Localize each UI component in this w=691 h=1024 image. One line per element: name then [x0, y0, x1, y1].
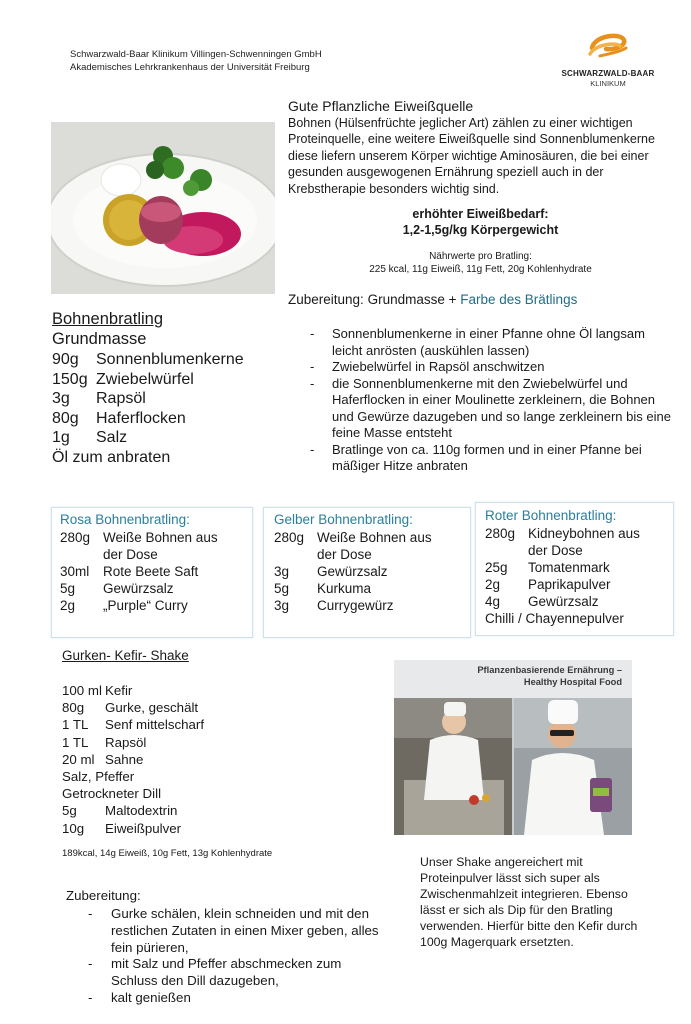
list-item: 5g Gewürzsalz [60, 581, 174, 596]
list-item: 3g Rapsöl [52, 390, 146, 408]
list-item: - Gurke schälen, klein schneiden und mit den restlichen Zutaten in einen Mixer geben, alles fein pürieren, [88, 906, 388, 956]
list-item: 5g Maltodextrin [62, 803, 178, 819]
list-item: 3g Currygewürz [274, 598, 394, 613]
list-item: der Dose [317, 547, 372, 562]
protein-need-label: erhöhter Eiweißbedarf: [412, 207, 549, 221]
variant-title: Roter Bohnenbratling: [485, 508, 617, 523]
list-item: 1 TL Senf mittelscharf [62, 717, 205, 733]
shake-note: Unser Shake angereichert mit Proteinpulver lässt sich super als Zwischenmahlzeit integrieren. Ebenso lässt er sich als Dip für den Bratling verwenden. Hierfür bitte den Kefir durch 100g Magerquark ersetzten. [420, 855, 638, 949]
list-item: - Zwiebelwürfel in Rapsöl anschwitzen [310, 359, 675, 376]
prep-steps [310, 326, 675, 475]
header-org [70, 48, 322, 74]
list-item: Chilli / Chayennepulver [485, 611, 624, 626]
list-item: 90g Sonnenblumenkerne [52, 351, 244, 368]
list-item: 3g Gewürzsalz [274, 564, 388, 579]
shake-nutrition: 189kcal, 14g Eiweiß, 10g Fett, 13g Kohlenhydrate [62, 848, 273, 859]
variant-box-rosa [51, 507, 253, 638]
prep-label: Zubereitung: [288, 292, 364, 307]
shake-prep-title: Zubereitung: [66, 888, 141, 903]
intro-title: Gute Pflanzliche Eiweißquelle [288, 98, 474, 114]
protein-need [288, 206, 673, 238]
list-item: Getrockneter Dill [62, 786, 162, 802]
list-item: 280g Kidneybohnen aus [485, 526, 640, 541]
intro-text: Bohnen (Hülsenfrüchte jeglicher Art) zählen zu einer wichtigen Proteinquelle, eine weitere Eiweißquelle sind Sonnenblumenkerne diese liefern unserem Körper wichtige Aminosäuren, die bei einer gesunden ausgewogenen Ernährung speziell auch in der Krebstherapie besonders wichtig sind. [288, 115, 655, 196]
prep-part2: Farbe des Brätlings [460, 292, 578, 307]
recipe-subtitle: Grundmasse [52, 330, 147, 348]
shake-ingredients [62, 682, 204, 837]
logo-swirl-icon [586, 30, 630, 60]
logo-subtitle: KLINIKUM [590, 79, 626, 88]
variant-box-gelb [263, 507, 471, 638]
shake-title: Gurken- Kefir- Shake [62, 648, 189, 663]
list-item: 280g Weiße Bohnen aus [274, 530, 432, 545]
variant-title: Rosa Bohnenbratling: [60, 512, 190, 527]
recipe-title: Bohnenbratling [52, 310, 164, 328]
food-photo [51, 122, 275, 294]
base-ingredients [52, 350, 244, 468]
clinic-logo [558, 30, 658, 89]
list-item: der Dose [103, 547, 158, 562]
list-item: - die Sonnenblumenkerne mit den Zwiebelwürfel und Haferflocken in einer Moulinette zerkleinern, die Bohnen und Gewürze dazugeben und so lange zerkleinern bis eine feine Masse entsteht [310, 376, 675, 442]
prep-part1: Grundmasse + [367, 292, 457, 307]
prep-heading [288, 292, 577, 307]
list-item: 100 ml Kefir [62, 683, 133, 698]
list-item: Öl zum anbraten [52, 448, 171, 466]
list-item: 5g Kurkuma [274, 581, 372, 596]
list-item: - Sonnenblumenkerne in einer Pfanne ohne Öl langsam leicht anrösten (auskühlen lassen) [310, 326, 675, 359]
list-item: 20 ml Sahne [62, 751, 144, 767]
list-item: 2g „Purple“ Curry [60, 598, 188, 613]
list-item: 280g Weiße Bohnen aus [60, 530, 218, 545]
promo-line1: Pflanzenbasierende Ernährung – [477, 665, 622, 675]
list-item: Salz, Pfeffer [62, 769, 135, 785]
org-affiliation: Akademisches Lehrkrankenhaus der Universität Freiburg [70, 62, 310, 73]
list-item: 10g Eiweißpulver [62, 820, 182, 836]
variant-box-rot [475, 502, 674, 636]
list-item: 30ml Rote Beete Saft [60, 564, 199, 579]
list-item: 2g Paprikapulver [485, 577, 611, 592]
promo-caption [477, 664, 622, 688]
list-item: 80g Haferflocken [52, 409, 186, 427]
list-item: der Dose [528, 543, 583, 558]
nutrition-info [288, 250, 673, 276]
list-item: 150g Zwiebelwürfel [52, 370, 194, 388]
protein-need-value: 1,2-1,5g/kg Körpergewicht [402, 223, 559, 237]
list-item: 4g Gewürzsalz [485, 594, 599, 609]
list-item: - mit Salz und Pfeffer abschmecken zum Schluss den Dill dazugeben, [88, 956, 388, 990]
logo-name: SCHWARZWALD-BAAR [561, 69, 655, 78]
nutrition-label: Nährwerte pro Bratling: [429, 251, 532, 262]
promo-line2: Healthy Hospital Food [523, 677, 622, 687]
list-item: 1g Salz [52, 429, 128, 447]
list-item: 1 TL Rapsöl [62, 734, 147, 750]
promo-photo [394, 660, 632, 835]
org-name: Schwarzwald-Baar Klinikum Villingen-Schwenningen GmbH [70, 49, 322, 60]
list-item: - Bratlinge von ca. 110g formen und in einer Pfanne bei mäßiger Hitze anbraten [310, 442, 675, 475]
variant-title: Gelber Bohnenbratling: [274, 512, 413, 527]
list-item: - kalt genießen [88, 990, 388, 1007]
list-item: 25g Tomatenmark [485, 560, 610, 575]
nutrition-values: 225 kcal, 11g Eiweiß, 11g Fett, 20g Kohlenhydrate [369, 264, 592, 275]
intro-section [288, 98, 673, 197]
list-item: 80g Gurke, geschält [62, 700, 199, 716]
shake-steps [88, 906, 388, 1007]
